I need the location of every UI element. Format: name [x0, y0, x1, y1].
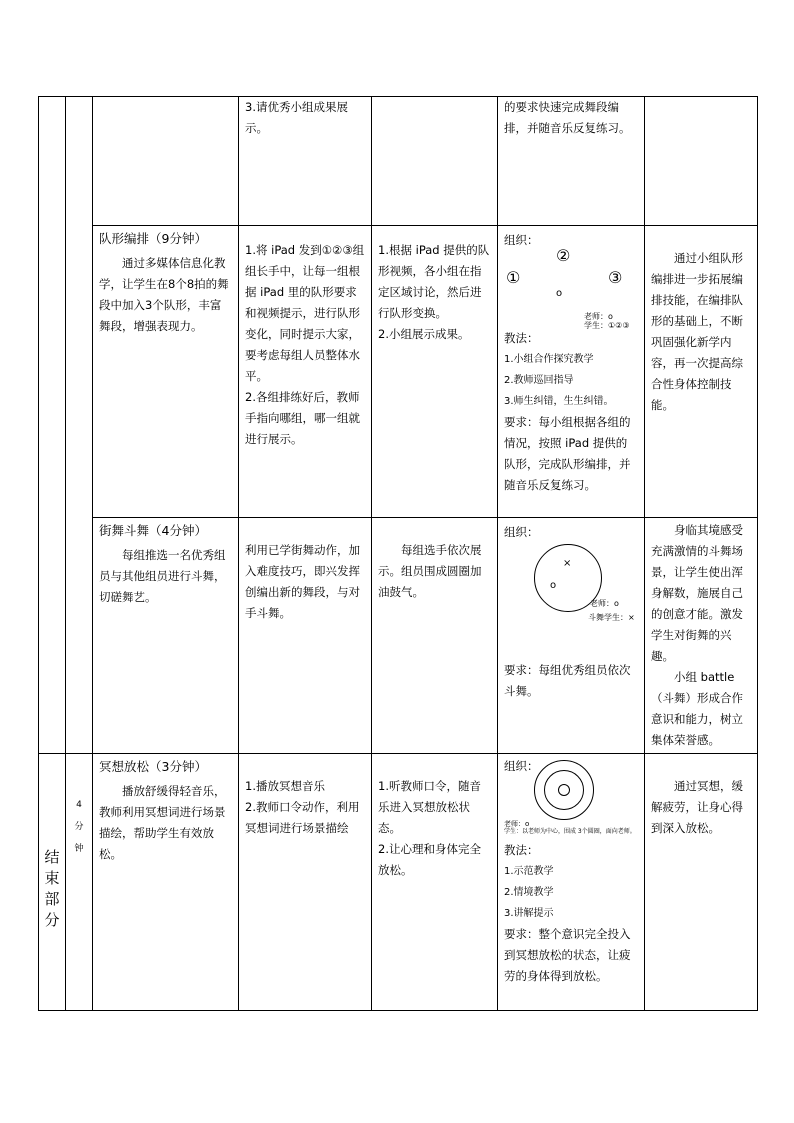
student-step: 2.小组展示成果。 — [378, 327, 470, 341]
teacher-cell — [239, 97, 372, 226]
teach-item: 1.小组合作探究教学 — [504, 354, 594, 365]
meditation-diagram — [504, 756, 638, 840]
activity-title: 街舞斗舞（4分钟） — [99, 523, 207, 538]
teacher-cell — [239, 226, 372, 518]
student-cell — [372, 97, 498, 226]
activity-content: 播放舒缓得轻音乐，教师利用冥想词进行场景描绘，帮助学生有效放松。 — [99, 784, 226, 861]
student-step: 1.听教师口令，随音乐进入冥想放松状态。 — [378, 779, 481, 835]
time-label-cell — [66, 754, 93, 1011]
intent-cell — [645, 754, 758, 1011]
content-cell — [93, 754, 239, 1011]
table-row — [39, 518, 758, 754]
activity-content: 每组推选一名优秀组员与其他组员进行斗舞，切磋舞艺。 — [99, 548, 226, 604]
table-row — [39, 754, 758, 1011]
teacher-cell — [239, 754, 372, 1011]
teach-item: 1.示范教学 — [504, 866, 554, 877]
teacher-step: 1.播放冥想音乐 — [245, 779, 325, 793]
student-step: 1.根据 iPad 提供的队形视频，各小组在指定区域讨论，然后进行队形变换。 — [378, 243, 490, 320]
time-label: 4分钟 — [74, 800, 84, 854]
student-cell — [372, 226, 498, 518]
time-cell-empty — [66, 97, 93, 754]
student-step: 2.让心理和身体完全放松。 — [378, 842, 481, 877]
intent-text: 通过小组队形编排进一步拓展编排技能，在编排队形的基础上，不断巩固强化新学内容，再一次提高综合性身体控制技能。 — [651, 251, 743, 412]
activity-title: 冥想放松（3分钟） — [99, 759, 207, 774]
teach-item: 3.讲解提示 — [504, 908, 554, 919]
group-2-marker: ② — [556, 246, 571, 265]
content-cell — [93, 226, 239, 518]
org-label: 组织： — [504, 759, 539, 773]
requirement-text: 要求：每组优秀组员依次斗舞。 — [504, 663, 631, 698]
legend-teacher: 老师：o — [590, 599, 619, 608]
table-row — [39, 226, 758, 518]
teacher-step: 1.将 iPad 发到①②③组组长手中，让每一组根据 iPad 里的队形要求和视频提示，进行队形变化，同时提示大家，要考虑每组人员整体水平。 — [245, 243, 365, 383]
method-text: 的要求快速完成舞段编排，并随音乐反复练习。 — [504, 100, 631, 135]
requirement-text: 要求：每小组根据各组的情况，按照 iPad 提供的队形，完成队形编排，并随音乐反复练习。 — [504, 415, 631, 492]
teacher-step: 利用已学街舞动作，加入难度技巧，即兴发挥创编出新的舞段，与对手斗舞。 — [245, 543, 360, 620]
teacher-step: 2.教师口令动作，利用冥想词进行场景描绘 — [245, 800, 360, 835]
intent-cell — [645, 226, 758, 518]
method-cell — [498, 97, 645, 226]
teach-item: 2.教师巡回指导 — [504, 375, 574, 386]
content-cell — [93, 518, 239, 754]
method-cell — [498, 518, 645, 754]
teach-item: 3.师生纠错，生生纠错。 — [504, 396, 614, 407]
activity-title: 队形编排（9分钟） — [99, 231, 207, 246]
intent-text: 身临其境感受充满激情的斗舞场景，让学生使出浑身解数，施展自己的创意才能。激发学生对街舞的兴趣。 — [651, 523, 743, 663]
method-cell — [498, 754, 645, 1011]
formation-diagram — [504, 228, 638, 328]
method-cell — [498, 226, 645, 518]
teach-label: 教法： — [504, 331, 539, 345]
requirement-text: 要求：整个意识完全投入到冥想放松的状态，让疲劳的身体得到放松。 — [504, 927, 631, 983]
group-1-marker: ① — [506, 268, 521, 287]
teacher-cell — [239, 518, 372, 754]
intent-text: 通过冥想，缓解疲劳，让身心得到深入放松。 — [651, 779, 743, 835]
battle-diagram — [504, 520, 638, 660]
lesson-plan-table — [38, 96, 758, 1011]
org-label: 组织： — [504, 233, 539, 247]
teacher-step-text: 3.请优秀小组成果展示。 — [245, 100, 348, 135]
legend-students: 学生：①②③ — [584, 321, 630, 330]
legend-students: 学生：以老师为中心，围成 3个圆圈，面向老师。 — [504, 828, 636, 835]
org-label: 组织： — [504, 525, 539, 539]
teacher-marker: o — [550, 580, 557, 591]
content-cell — [93, 97, 239, 226]
activity-content: 通过多媒体信息化教学，让学生在8个8拍的舞段中加入3个队形，丰富舞段，增强表现力。 — [99, 256, 229, 333]
intent-text: 小组 battle（斗舞）形成合作意识和能力，树立集体荣誉感。 — [651, 670, 743, 747]
teach-label: 教法： — [504, 843, 539, 857]
student-cell — [372, 518, 498, 754]
teach-item: 2.情境教学 — [504, 887, 554, 898]
table-row — [39, 97, 758, 226]
section-label: 结束部分 — [44, 848, 60, 929]
student-cell — [372, 754, 498, 1011]
legend-teacher: 老师：o — [504, 820, 530, 828]
group-3-marker: ③ — [608, 268, 623, 287]
section-label-cell — [39, 754, 66, 1011]
teacher-step: 2.各组排练好后，教师手指向哪组，哪一组就进行展示。 — [245, 390, 360, 446]
intent-cell — [645, 518, 758, 754]
legend-teacher: 老师：o — [584, 312, 613, 321]
student-step: 每组选手依次展示。组员围成圆圈加油鼓气。 — [378, 543, 482, 599]
legend-students: 斗舞学生：× — [588, 613, 635, 622]
section-cell-empty — [39, 97, 66, 754]
battle-student-marker: × — [563, 558, 572, 569]
teacher-marker: o — [556, 288, 563, 299]
intent-cell — [645, 97, 758, 226]
inner-circle — [558, 784, 570, 796]
